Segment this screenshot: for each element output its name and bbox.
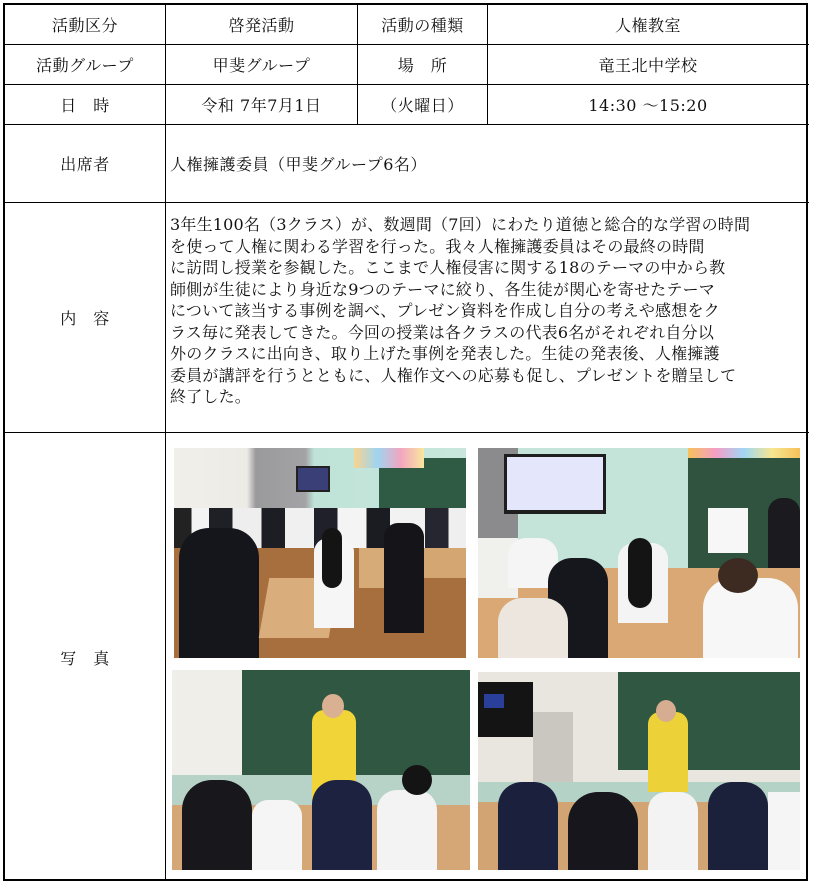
activity-category-label: 活動区分 xyxy=(51,16,118,35)
content-line: に訪問し授業を参観した。ここまで人権侵害に関する18のテーマの中から教 xyxy=(170,258,726,277)
location-label: 場 所 xyxy=(397,56,448,75)
attendees-value: 人権擁護委員（甲斐グループ6名） xyxy=(170,155,427,174)
activity-type-value: 人権教室 xyxy=(614,16,681,35)
content-body xyxy=(170,214,804,408)
weekday-value: （火曜日） xyxy=(381,96,464,115)
content-line: 師側が生徒により身近な9つのテーマに絞り、各生徒が関心を寄せたテーマ xyxy=(170,279,715,299)
photos-label: 写 真 xyxy=(60,648,110,668)
activity-type-label: 活動の種類 xyxy=(381,16,464,35)
photo-childrens-rights-slide xyxy=(478,448,800,658)
attendees-label: 出席者 xyxy=(60,155,110,174)
content-line: 終了した。 xyxy=(170,387,252,406)
activity-group-label: 活動グループ xyxy=(36,56,134,75)
content-line: 外のクラスに出向き、取り上げた事例を発表した。生徒の発表後、人権擁護 xyxy=(170,344,720,363)
activity-category-value: 啓発活動 xyxy=(228,16,295,35)
photo-classroom-presentation xyxy=(174,448,466,658)
photo-female-speaker xyxy=(172,670,470,870)
content-line: 委員が講評を行うとともに、人権作文への応募も促し、プレゼントを贈呈して xyxy=(170,365,737,385)
content-line: について該当する事例を調べ、プレゼン資料を作成し自分の考えや感想をク xyxy=(170,301,720,320)
content-line: を使って人権に関わる学習を行った。我々人権擁護委員はその最終の時間 xyxy=(170,236,705,256)
date-value: 令和 7年7月1日 xyxy=(201,96,322,115)
time-value: 14:30 〜15:20 xyxy=(588,96,708,115)
location-value: 竜王北中学校 xyxy=(598,56,698,75)
content-line: 3年生100名（3クラス）が、数週間（7回）にわたり道徳と総合的な学習の時間 xyxy=(170,215,751,234)
photo-male-speaker xyxy=(478,672,800,870)
content-line: ラス毎に発表してきた。今回の授業は各クラスの代表6名がそれぞれ自分以 xyxy=(170,322,715,342)
activity-group-value: 甲斐グループ xyxy=(212,56,311,75)
content-label: 内 容 xyxy=(60,309,110,328)
date-label: 日 時 xyxy=(60,96,110,115)
